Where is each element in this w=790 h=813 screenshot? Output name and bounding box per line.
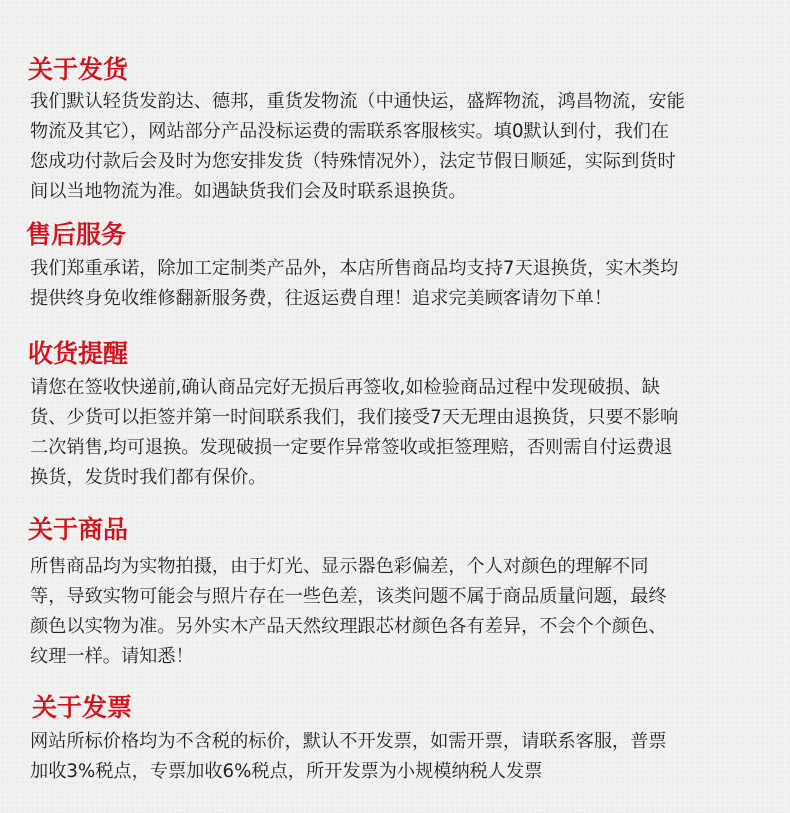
text-line: 等，导致实物可能会与照片存在一些色差，该类问题不属于商品质量问题，最终	[30, 586, 667, 607]
text-line: 加收3%税点，专票加收6%税点，所开发票为小规模纳税人发票	[30, 761, 543, 782]
text-line: 所售商品均为实物拍摄，由于灯光、显示器色彩偏差，个人对颜色的理解不同	[30, 556, 649, 577]
text-line: 请您在签收快递前,确认商品完好无损后再签收,如检验商品过程中发现破损、缺	[30, 377, 660, 398]
text-line: 我们郑重承诺，除加工定制类产品外，本店所售商品均支持7天退换货，实木类均	[30, 258, 679, 279]
text-line: 提供终身免收维修翻新服务费，往返运费自理！追求完美顾客请勿下单！	[30, 288, 613, 309]
text-line: 换货，发货时我们都有保价。	[30, 467, 267, 488]
text-line: 我们默认轻货发韵达、德邦，重货发物流（中通快运，盛辉物流，鸿昌物流，安能	[30, 91, 685, 112]
section-body-after-sales	[30, 254, 678, 314]
section-body-invoice	[30, 727, 667, 787]
text-line: 货、少货可以拒签并第一时间联系我们，我们接受7天无理由退换货，只要不影响	[30, 407, 679, 428]
section-heading-shipping: 关于发货	[28, 55, 129, 84]
section-heading-receiving-notice: 收货提醒	[28, 339, 129, 368]
section-body-shipping	[30, 87, 685, 207]
section-heading-invoice: 关于发票	[32, 693, 133, 722]
section-body-products	[30, 552, 667, 672]
text-line: 间以当地物流为准。如遇缺货我们会及时联系退换货。	[30, 181, 467, 202]
text-line: 二次销售,均可退换。发现破损一定要作异常签收或拒签理赔，否则需自付运费退	[30, 437, 673, 458]
text-line: 您成功付款后会及时为您安排发货（特殊情况外），法定节假日顺延，实际到货时	[30, 151, 676, 172]
text-line: 颜色以实物为准。另外实木产品天然纹理跟芯材颜色各有差异，不会个个颜色、	[30, 616, 667, 637]
text-line: 纹理一样。请知悉！	[30, 646, 194, 667]
text-line: 网站所标价格均为不含税的标价，默认不开发票，如需开票，请联系客服，普票	[30, 731, 667, 752]
text-line: 物流及其它），网站部分产品没标运费的需联系客服核实。填0默认到付，我们在	[30, 121, 670, 142]
section-body-receiving-notice	[30, 373, 678, 493]
section-heading-products: 关于商品	[28, 515, 129, 544]
section-heading-after-sales: 售后服务	[26, 220, 127, 249]
